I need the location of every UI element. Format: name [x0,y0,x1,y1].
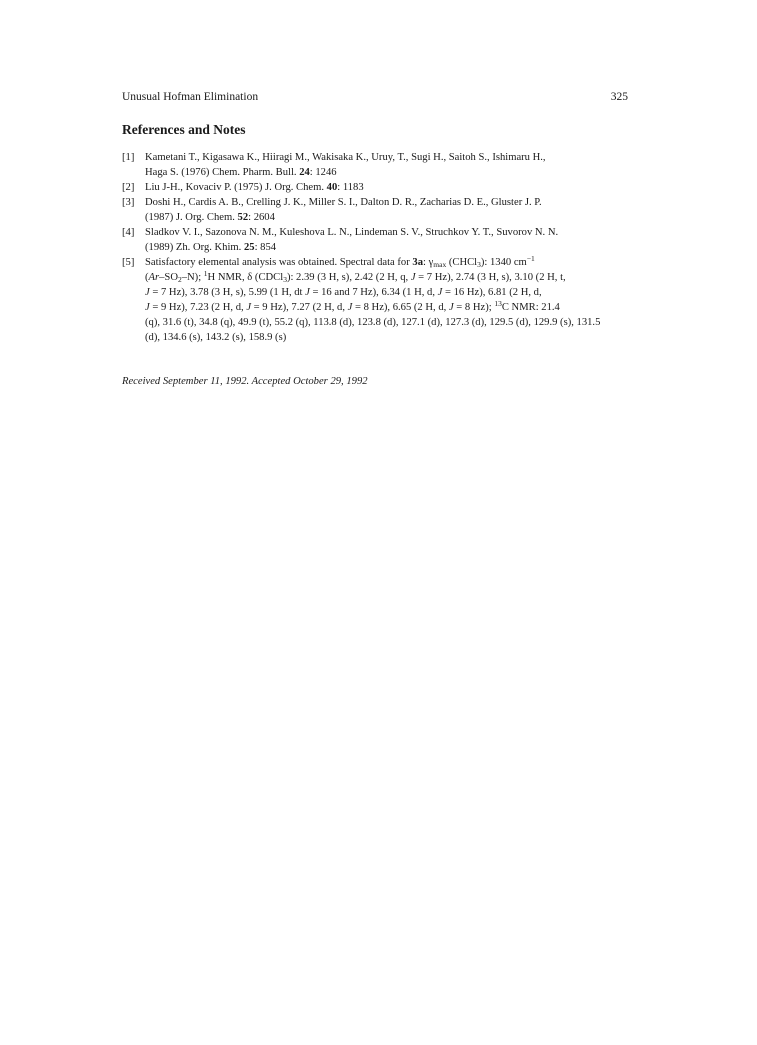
reference-item [122,150,630,180]
reference-line: Doshi H., Cardis A. B., Crelling J. K., Miller S. I., Dalton D. R., Zacharias D. E., Gluster J. P. [145,197,542,208]
reference-line: Kametani T., Kigasawa K., Hiiragi M., Wakisaka K., Uruy, T., Sugi H., Saitoh S., Ishimaru H., [145,152,546,163]
note-fragment: = 16 and 7 Hz), 6.34 (1 H, d, [309,287,438,298]
subscript: 3 [283,275,287,284]
reference-text [145,180,630,195]
note-fragment: –SO [159,272,178,283]
reference-list [122,150,630,345]
italic-symbol: J [145,287,150,298]
italic-symbol: J [437,287,443,298]
reference-line [145,165,630,180]
note-line [145,300,630,315]
reference-item [122,180,630,195]
reference-source: Haga S. (1976) Chem. Pharm. Bull. [145,167,297,178]
note-fragment: = 9 Hz), 7.23 (2 H, d, [149,302,247,313]
received-accepted-line: Received September 11, 1992. Accepted October 29, 1992 [122,376,368,387]
reference-pages: : 1246 [309,167,337,178]
reference-volume: 40 [326,182,338,193]
italic-symbol: Ar [148,272,160,283]
note-fragment: –N); [181,272,204,283]
note-fragment: = 7 Hz), 3.78 (3 H, s), 5.99 (1 H, dt [149,287,306,298]
note-line [145,255,630,270]
subscript: 2 [177,275,182,284]
subscript: max [433,260,447,269]
section-heading: References and Notes [122,122,246,137]
italic-symbol: J [347,302,353,313]
note-fragment: Satisfactory elemental analysis was obtained. Spectral data for [145,257,413,268]
note-fragment: H NMR, δ (CDCl [207,272,284,283]
running-title: Unusual Hofman Elimination [122,91,259,103]
italic-symbol: J [410,272,416,283]
reference-number: [1] [122,152,135,163]
note-line [145,270,630,285]
note-fragment: (CHCl [446,257,478,268]
note-fragment: = 8 Hz); [453,302,495,313]
note-fragment: ( [145,272,149,283]
reference-pages: : 854 [254,242,277,253]
reference-line [145,210,630,225]
note-fragment: = 8 Hz), 6.65 (2 H, d, [352,302,449,313]
reference-text [145,225,630,255]
reference-item [122,225,630,255]
reference-number: [2] [122,182,135,193]
note-fragment: : γ [423,257,434,268]
reference-number: [3] [122,197,135,208]
superscript: 1 [203,269,208,278]
note-item [122,255,630,345]
reference-source: (1987) J. Org. Chem. [145,212,235,223]
reference-number: [5] [122,257,135,268]
reference-text [145,195,630,225]
reference-volume: 25 [243,242,255,253]
reference-volume: 52 [237,212,249,223]
reference-line [145,180,630,195]
italic-symbol: J [448,302,454,313]
note-fragment: ): 1340 cm [480,257,527,268]
note-line [145,285,630,300]
reference-pages: : 1183 [337,182,364,193]
reference-line [145,240,630,255]
running-header [122,91,628,103]
italic-symbol: J [305,287,310,298]
reference-pages: : 2604 [248,212,275,223]
compound-label: 3a [412,257,423,268]
superscript: 13 [494,299,502,308]
note-fragment: = 7 Hz), 2.74 (3 H, s), 3.10 (2 H, t, [415,272,566,283]
note-text [145,255,630,345]
reference-line: Sladkov V. I., Sazonova N. M., Kuleshova L. N., Lindeman S. V., Struchkov Y. T., Suvorov N. N. [145,227,559,238]
note-fragment: = 16 Hz), 6.81 (2 H, d, [442,287,542,298]
note-line: (q), 31.6 (t), 34.8 (q), 49.9 (t), 55.2 (q), 113.8 (d), 123.8 (d), 127.1 (d), 127.3 (d), 129.5 (d), 129.9 (s), 131.5 [145,317,601,328]
reference-number: [4] [122,227,135,238]
italic-symbol: J [145,302,150,313]
subscript: 3 [477,260,481,269]
italic-symbol: J [246,302,252,313]
note-fragment: ): 2.39 (3 H, s), 2.42 (2 H, q, [286,272,411,283]
reference-volume: 24 [299,167,310,178]
reference-text [145,150,630,180]
note-fragment: C NMR: 21.4 [501,302,560,313]
note-fragment: = 9 Hz), 7.27 (2 H, d, [251,302,348,313]
reference-source: (1989) Zh. Org. Khim. [145,242,242,253]
reference-source: Liu J-H., Kovaciv P. (1975) J. Org. Chem. [145,182,325,193]
superscript: −1 [526,254,535,263]
note-line: (d), 134.6 (s), 143.2 (s), 158.9 (s) [145,332,287,343]
page-number: 325 [610,91,628,103]
reference-item [122,195,630,225]
